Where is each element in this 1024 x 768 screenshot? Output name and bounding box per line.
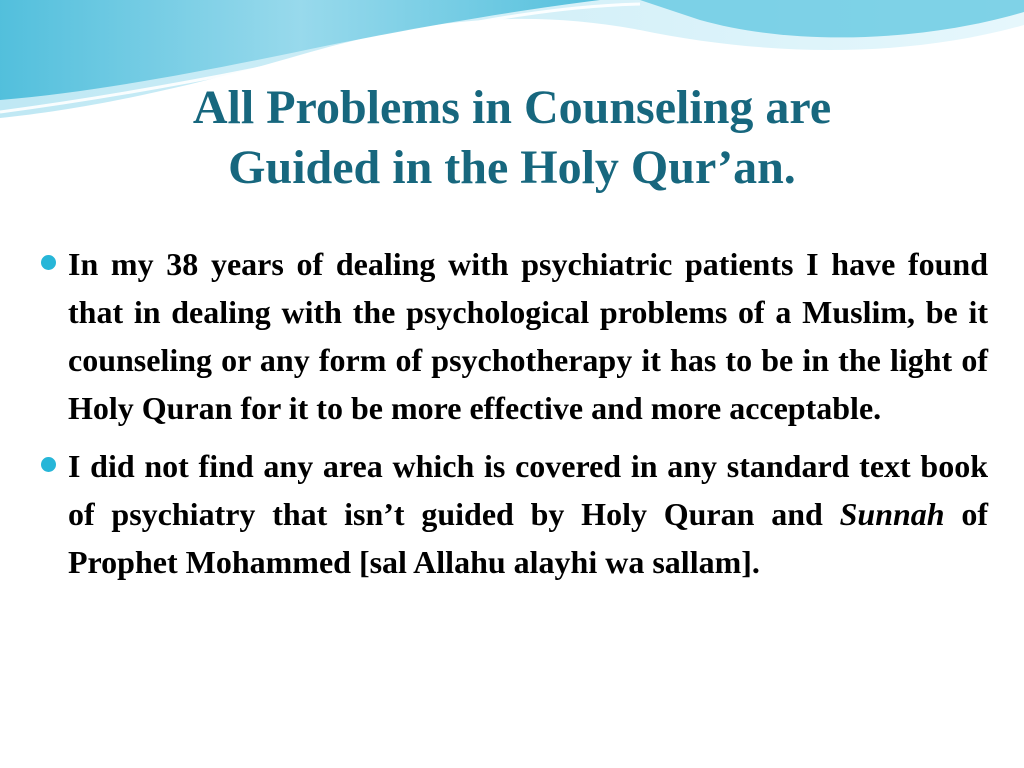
filled-circle-bullet-icon xyxy=(41,457,56,472)
bullet-text-before-emphasis: I did not find any area which is covered in any standard text book of psychiatry that isn’t guided by Holy Quran and xyxy=(68,448,988,532)
bullet-text-after-emphasis: of Prophet Mohammed [sal Allahu alayhi wa sallam]. xyxy=(68,496,989,580)
filled-circle-bullet-icon xyxy=(41,255,56,270)
slide-title-line-2: Guided in the Holy Qur’an. xyxy=(228,141,796,194)
bullet-list xyxy=(38,240,988,596)
slide-title xyxy=(60,78,964,198)
slide-title-line-1: All Problems in Counseling are xyxy=(192,81,832,134)
bullet-item xyxy=(38,442,988,586)
bullet-emphasis-text: Sunnah xyxy=(839,496,945,532)
bullet-text: In my 38 years of dealing with psychiatric patients I have found that in dealing with the psychological problems of a Muslim, be it counseling or any form of psychotherapy it has to be in the light of Holy Quran for it to be more effective and more acceptable. xyxy=(68,246,988,426)
bullet-item xyxy=(38,240,988,432)
